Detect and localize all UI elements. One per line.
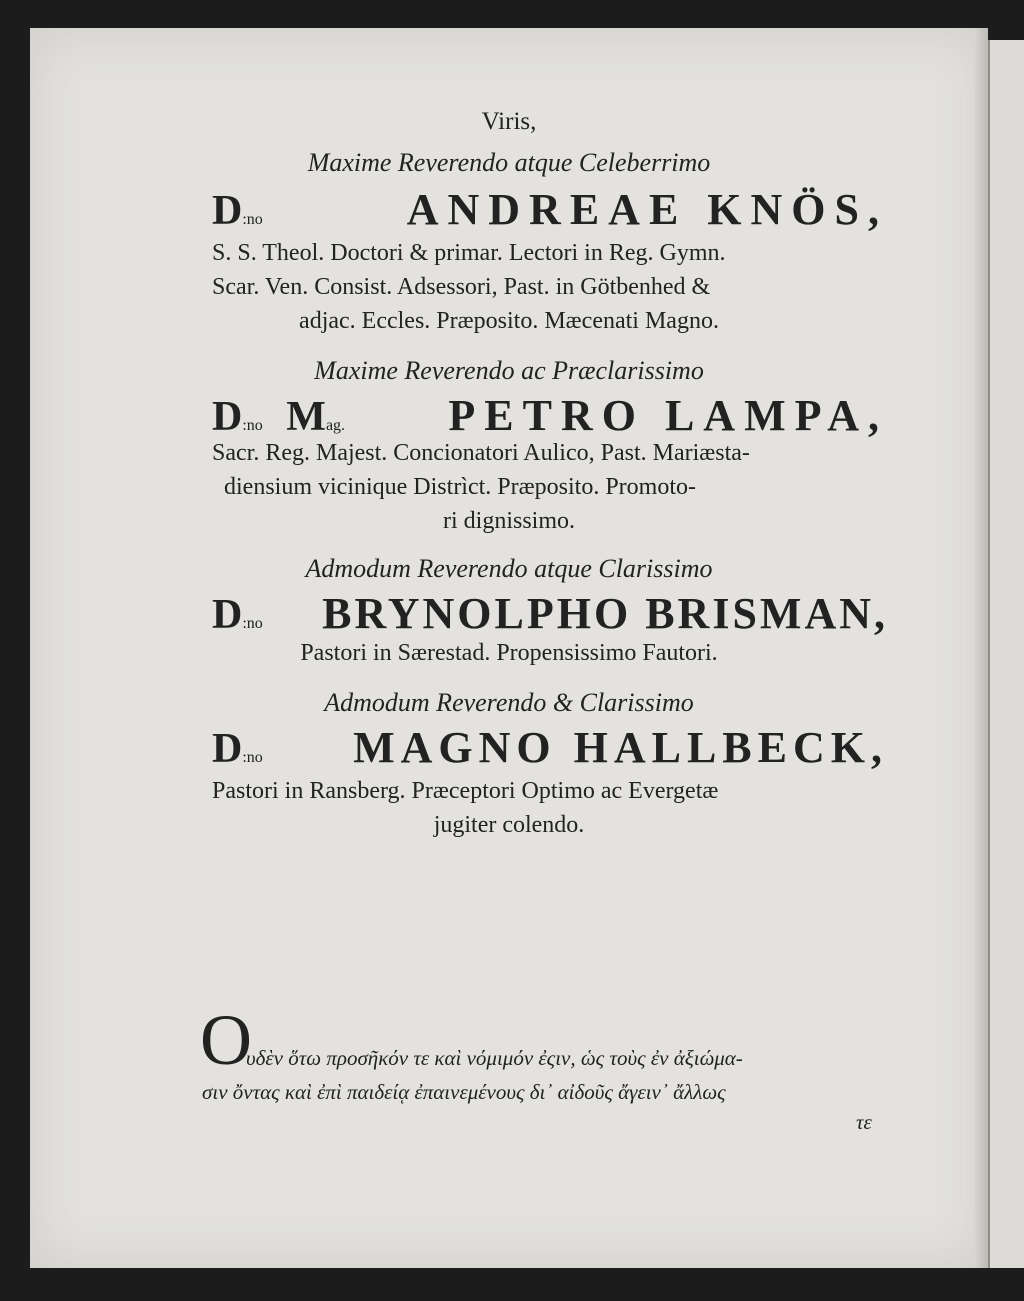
salutation-3: Admodum Reverendo atque Clarissimo: [305, 554, 713, 583]
prefix-d-4: D:no: [212, 726, 263, 772]
name-2: PETRO LAMPA,: [448, 391, 888, 440]
greek-line-1: υδὲν ὅτω προσῆκόν τε καὶ νόμιμόν ἐςιν, ὡς τοὺς ἐν ἀξιώμα-: [246, 1046, 743, 1070]
dedication-1-line-2: Scar. Ven. Consist. Adsessori, Past. in Götbenhed &: [212, 274, 711, 300]
dedication-2-line-2: diensium vicinique Distrìct. Præposito. Promoto-: [224, 474, 696, 500]
prefix-d-2: D:no Mag.: [212, 394, 346, 440]
dedication-2-line-1: Sacr. Reg. Majest. Concionatori Aulico, Past. Mariæsta-: [212, 440, 750, 466]
name-1: ANDREAE KNÖS,: [406, 185, 888, 234]
prefix-d-3: D:no: [212, 592, 263, 638]
greek-line-2: σιν ὄντας καὶ ἐπὶ παιδείᾳ ἐπαινεμένους δι᾽ αἰδοῦς ἄγειν᾽ ἄλλως: [202, 1080, 726, 1104]
drop-cap-initial: O: [200, 1000, 252, 1080]
salutation-1: Maxime Reverendo atque Celeberrimo: [307, 148, 711, 177]
heading-viris: Viris,: [481, 108, 537, 135]
dedication-3-line-1: Pastori in Særestad. Propensissimo Fautori.: [300, 640, 718, 666]
title-mag: Mag.: [286, 394, 346, 440]
dedication-1-line-3: adjac. Eccles. Præposito. Mæcenati Magno.: [299, 308, 719, 334]
prefix-d-1: D:no: [212, 188, 263, 234]
dedicatee-2: [212, 390, 888, 441]
name-4: MAGNO HALLBECK,: [353, 723, 888, 772]
facing-page-edge: [988, 40, 1024, 1268]
salutation-4: Admodum Reverendo & Clarissimo: [324, 688, 694, 717]
salutation-2: Maxime Reverendo ac Præclarissimo: [314, 356, 704, 385]
dedicatee-1: [212, 184, 888, 235]
dedication-4-line-2: jugiter colendo.: [433, 812, 585, 838]
dedication-4-line-1: Pastori in Ransberg. Præceptori Optimo ac Evergetæ: [212, 778, 719, 804]
dedicatee-3: [212, 588, 888, 639]
dedicatee-4: [212, 722, 888, 773]
name-3: BRYNOLPHO BRISMAN,: [322, 589, 888, 638]
dedication-1-line-1: S. S. Theol. Doctori & primar. Lectori in Reg. Gymn.: [212, 240, 726, 266]
catchword: τε: [856, 1110, 872, 1134]
dedication-2-line-3: ri dignissimo.: [442, 508, 575, 534]
